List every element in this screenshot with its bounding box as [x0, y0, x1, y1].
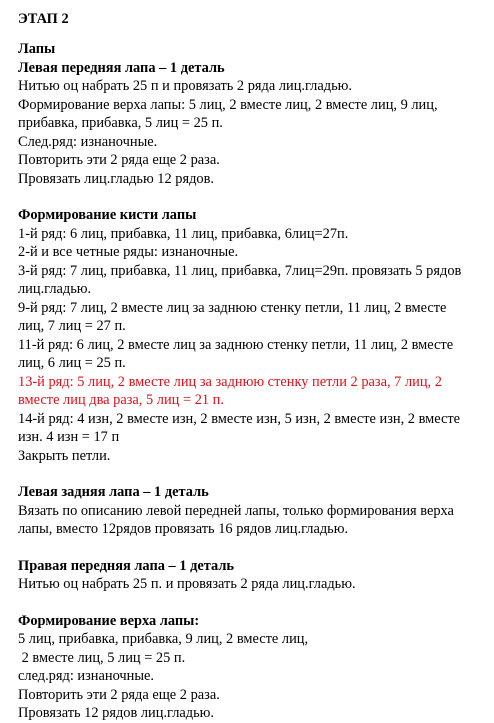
section-left-back-paw	[18, 483, 478, 539]
section-left-front-paw	[18, 59, 478, 189]
heading-left-front-paw: Левая передняя лапа – 1 деталь	[18, 59, 225, 76]
text-line: Нитью оц набрать 25 п и провязать 2 ряда лиц.гладью.	[18, 78, 352, 94]
heading-right-front-paw: Правая передняя лапа – 1 деталь	[18, 557, 235, 574]
section-label-lapy: Лапы	[18, 41, 56, 57]
section-paw-top	[18, 612, 478, 723]
text-line: Повторить эти 2 ряда еще 2 раза.	[18, 686, 220, 703]
text-line: Закрыть петли.	[18, 447, 111, 464]
highlighted-text-line: 13-й ряд: 5 лиц, 2 вместе лиц за заднюю стенку петли 2 раза, 7 лиц, 2	[18, 373, 442, 390]
text-line: лиц, 7 лиц = 27 п.	[18, 318, 126, 334]
text-line: 11-й ряд: 6 лиц, 2 вместе лиц за заднюю стенку петли, 11 лиц, 2 вместе	[18, 336, 454, 353]
section-paw-wrist	[18, 206, 478, 465]
text-line: 1-й ряд: 6 лиц, прибавка, 11 лиц, прибавка, 6лиц=27п.	[18, 225, 349, 242]
text-line: След.ряд: изнаночные.	[18, 133, 158, 150]
text-line: Провязать лиц.гладью 12 рядов.	[18, 170, 215, 187]
text-line: лиц, 6 лиц = 25 п.	[18, 355, 126, 371]
text-line: 2 вместе лиц, 5 лиц = 25 п.	[18, 649, 186, 666]
text-line: 3-й ряд: 7 лиц, прибавка, 11 лиц, прибавка, 7лиц=29п. провязать 5 рядов	[18, 262, 462, 279]
highlighted-text-line: вместе лиц два раза, 5 лиц = 21 п.	[18, 392, 224, 408]
section-lapy	[18, 40, 478, 59]
heading-paw-top: Формирование верха лапы:	[18, 612, 200, 629]
text-line: лапы, вместо 12рядов провязать 16 рядов лиц.гладью.	[18, 521, 349, 537]
stage-title: ЭТАП 2	[18, 11, 69, 27]
text-line: Нитью оц набрать 25 п. и провязать 2 ряда лиц.гладью.	[18, 576, 356, 592]
text-line: лиц.гладью.	[18, 281, 92, 297]
text-line: 5 лиц, прибавка, прибавка, 9 лиц, 2 вместе лиц,	[18, 631, 309, 647]
text-line: Повторить эти 2 ряда еще 2 раза.	[18, 152, 220, 168]
text-line: след.ряд: изнаночные.	[18, 668, 155, 684]
section-right-front-paw	[18, 557, 478, 594]
text-line: Формирование верха лапы: 5 лиц, 2 вместе лиц, 2 вместе лиц, 9 лиц,	[18, 96, 438, 113]
text-line: Провязать 12 рядов лиц.гладью.	[18, 705, 215, 721]
text-line: изн. 4 изн = 17 п	[18, 429, 120, 445]
text-line: Вязать по описанию левой передней лапы, только формирования верха	[18, 502, 454, 519]
text-line: 14-й ряд: 4 изн, 2 вместе изн, 2 вместе изн, 5 изн, 2 вместе изн, 2 вместе	[18, 410, 461, 427]
heading-paw-wrist: Формирование кисти лапы	[18, 207, 197, 223]
text-line: 2-й и все четные ряды: изнаночные.	[18, 244, 239, 260]
text-line: прибавка, прибавка, 5 лиц = 25 п.	[18, 115, 223, 131]
text-line: 9-й ряд: 7 лиц, 2 вместе лиц за заднюю стенку петли, 11 лиц, 2 вместе	[18, 299, 447, 316]
heading-left-back-paw: Левая задняя лапа – 1 деталь	[18, 484, 209, 500]
